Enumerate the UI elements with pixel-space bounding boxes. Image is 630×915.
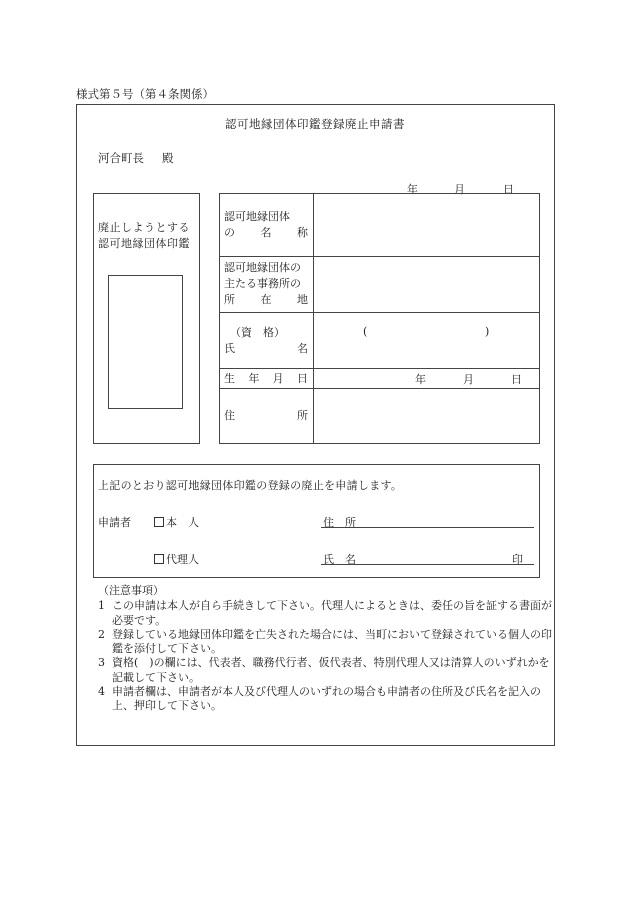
self-option-label: 本 人 xyxy=(166,516,199,529)
applicant-address-line[interactable] xyxy=(321,527,534,528)
office-label xyxy=(224,260,308,308)
date-month-label: 月 xyxy=(454,183,465,196)
address-label-line xyxy=(224,408,308,424)
proxy-checkbox[interactable] xyxy=(154,551,199,567)
qualification-close-paren: ) xyxy=(485,325,490,338)
note-text: 登録している地縁団体印鑑を亡失された場合には、当町において登録されている個人の印鑑を添付して下さい。 xyxy=(112,627,552,656)
seal-mark: 印 xyxy=(512,553,523,566)
office-address-field[interactable] xyxy=(314,257,539,311)
note-text: この申請は本人が自ら手続きして下さい。代理人によるときは、委任の旨を証する書面が必要です。 xyxy=(112,599,552,627)
birth-date-label xyxy=(224,371,308,387)
seal-label-line1: 廃止しようとする xyxy=(98,221,190,234)
note-number: 4 xyxy=(98,685,105,699)
office-label-line3 xyxy=(224,292,308,308)
org-name-label-line1: 認可地縁団体 xyxy=(224,210,290,223)
note-item xyxy=(98,685,552,714)
office-char: 地 xyxy=(297,293,308,306)
qualification-label: （資 格） xyxy=(230,326,285,339)
birth-char: 生 xyxy=(224,372,235,385)
form-title: 認可地縁団体印鑑登録廃止申請書 xyxy=(225,117,405,131)
org-name-field[interactable] xyxy=(314,194,539,255)
notes-heading: （注意事項） xyxy=(98,584,164,597)
seal-impression-area[interactable] xyxy=(108,275,183,409)
note-item xyxy=(98,628,552,657)
date-year-label: 年 xyxy=(407,183,418,196)
notes-section xyxy=(98,584,552,714)
declaration-text: 上記のとおり認可地縁団体印鑑の登録の廃止を申請します。 xyxy=(98,479,403,492)
org-name-char: 名 xyxy=(260,226,272,239)
form-number-label: 様式第５号（第４条関係） xyxy=(76,87,214,101)
name-char: 氏 xyxy=(224,342,235,355)
address-char: 所 xyxy=(297,409,308,422)
office-char: 在 xyxy=(260,293,272,306)
proxy-option-label: 代理人 xyxy=(166,553,199,566)
applicant-address-label: 住 所 xyxy=(323,516,356,529)
birth-day-label: 日 xyxy=(511,373,522,386)
office-label-line1: 認可地縁団体の xyxy=(224,261,301,274)
note-item xyxy=(98,656,552,685)
date-day-label: 日 xyxy=(503,183,514,196)
qualification-open-paren: ( xyxy=(363,325,368,338)
note-text: 資格( )の欄には、代表者、職務代行者、仮代表者、特別代理人又は清算人のいずれかを記載して下さい。 xyxy=(112,656,550,684)
checkbox-icon xyxy=(154,517,164,527)
birth-date-label-line xyxy=(224,371,308,387)
birth-char: 年 xyxy=(248,372,260,385)
table-divider xyxy=(219,368,540,369)
applicant-name-line[interactable] xyxy=(321,564,534,565)
self-checkbox[interactable] xyxy=(154,514,199,530)
birth-char: 日 xyxy=(296,372,308,385)
checkbox-icon xyxy=(154,554,164,564)
org-name-label xyxy=(224,209,308,241)
birth-year-label: 年 xyxy=(415,373,426,386)
org-name-label-line2 xyxy=(224,225,308,241)
name-label-line xyxy=(224,341,308,357)
seal-label-line2: 認可地縁団体印鑑 xyxy=(98,237,190,250)
applicant-label: 申請者 xyxy=(98,516,131,529)
name-char: 名 xyxy=(297,342,308,355)
recipient-name: 河合町長 xyxy=(98,151,144,165)
note-item xyxy=(98,599,552,628)
address-field[interactable] xyxy=(314,389,539,443)
office-char: 所 xyxy=(224,293,235,306)
address-label xyxy=(224,408,308,424)
birth-month-label: 月 xyxy=(463,373,474,386)
recipient xyxy=(98,150,174,166)
birth-char: 月 xyxy=(272,372,284,385)
office-label-line2: 主たる事務所の xyxy=(224,277,301,290)
applicant-name-label: 氏 名 xyxy=(323,553,356,566)
note-number: 1 xyxy=(98,599,105,613)
recipient-honorific: 殿 xyxy=(162,151,174,165)
representative-name-field[interactable] xyxy=(314,313,539,367)
note-number: 2 xyxy=(98,627,105,641)
address-char: 住 xyxy=(224,409,235,422)
org-name-char: 称 xyxy=(297,226,308,239)
name-label xyxy=(224,325,308,357)
note-number: 3 xyxy=(98,656,105,670)
note-text: 申請者欄は、申請者が本人及び代理人のいずれの場合も申請者の住所及び氏名を記入の上、押印して下さい。 xyxy=(112,685,541,713)
org-name-char: の xyxy=(224,226,235,239)
seal-box-label xyxy=(98,220,190,252)
